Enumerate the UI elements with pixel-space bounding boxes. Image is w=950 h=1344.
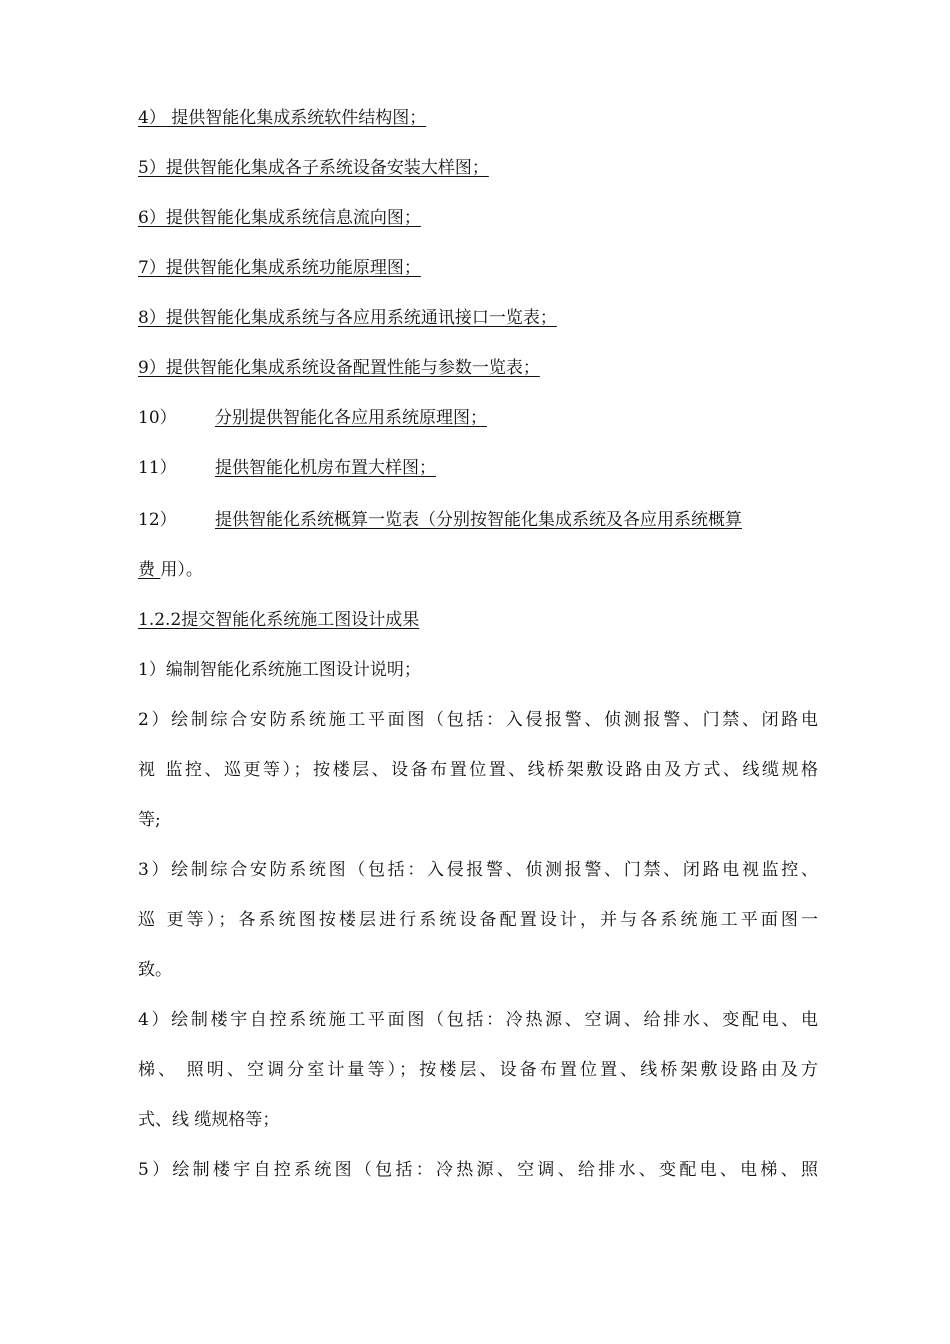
paragraph-1: 1）编制智能化系统施工图设计说明； [138, 660, 421, 680]
paragraph-3-line-2: 巡 更等）；各系统图按楼层进行系统设备配置设计，并与各系统施工平面图一 [138, 910, 818, 930]
item-text: 分别提供智能化各应用系统原理图； [215, 408, 487, 428]
item-text: 提供智能化集成系统软件结构图； [165, 108, 427, 128]
continuation-rest: 用）。 [160, 560, 203, 580]
item-number: 9） [138, 358, 166, 378]
item-number: 6） [138, 208, 166, 228]
list-item-6 [138, 207, 421, 229]
paragraph-3-line-1: 3）绘制综合安防系统图（包括：入侵报警、侦测报警、门禁、闭路电视监控、 [138, 860, 818, 880]
item-text: 提供智能化集成系统与各应用系统通讯接口一览表； [165, 308, 557, 328]
item-text: 提供智能化集成系统功能原理图； [165, 258, 421, 278]
item-number: 11） [138, 458, 177, 478]
list-item-7 [138, 257, 421, 279]
list-item-12-continuation [138, 559, 203, 581]
paragraph-2-line-3: 等; [138, 810, 161, 830]
paragraph-4-line-2: 梯、 照明、空调分室计量等）；按楼层、设备布置位置、线桥架敷设路由及方 [138, 1060, 818, 1080]
item-text: 提供智能化集成系统设备配置性能与参数一览表； [165, 358, 540, 378]
paragraph-4-line-1: 4）绘制楼宇自控系统施工平面图（包括：冷热源、空调、给排水、变配电、电 [138, 1010, 818, 1030]
item-number: 12） [138, 510, 177, 530]
item-text: 提供智能化机房布置大样图； [215, 458, 436, 478]
continuation-underlined: 费 [138, 560, 161, 580]
item-number: 7） [138, 258, 166, 278]
list-item-5 [138, 157, 489, 179]
item-text: 提供智能化集成系统信息流向图； [165, 208, 421, 228]
item-number: 8） [138, 308, 166, 328]
paragraph-2-line-1: 2）绘制综合安防系统施工平面图（包括：入侵报警、侦测报警、门禁、闭路电 [138, 710, 818, 730]
item-number: 4） [138, 108, 166, 128]
list-item-8 [138, 307, 557, 329]
item-text: 提供智能化系统概算一览表（分别按智能化集成系统及各应用系统概算 [215, 510, 742, 530]
list-item-12 [138, 509, 742, 531]
item-number: 5） [138, 158, 166, 178]
section-heading: 1.2.2提交智能化系统施工图设计成果 [138, 610, 420, 630]
list-item-4 [138, 107, 426, 129]
paragraph-2-line-2: 视 监控、巡更等）；按楼层、设备布置位置、线桥架敷设路由及方式、线缆规格 [138, 760, 818, 780]
paragraph-4-line-3: 式、线 缆规格等； [138, 1110, 280, 1130]
paragraph-3-line-3: 致。 [138, 960, 172, 980]
list-item-9 [138, 357, 540, 379]
paragraph-5-line-1: 5）绘制楼宇自控系统图（包括：冷热源、空调、给排水、变配电、电梯、照 [138, 1160, 818, 1180]
list-item-11 [138, 457, 436, 479]
item-number: 10） [138, 408, 177, 428]
item-text: 提供智能化集成各子系统设备安装大样图； [165, 158, 489, 178]
list-item-10 [138, 407, 487, 429]
